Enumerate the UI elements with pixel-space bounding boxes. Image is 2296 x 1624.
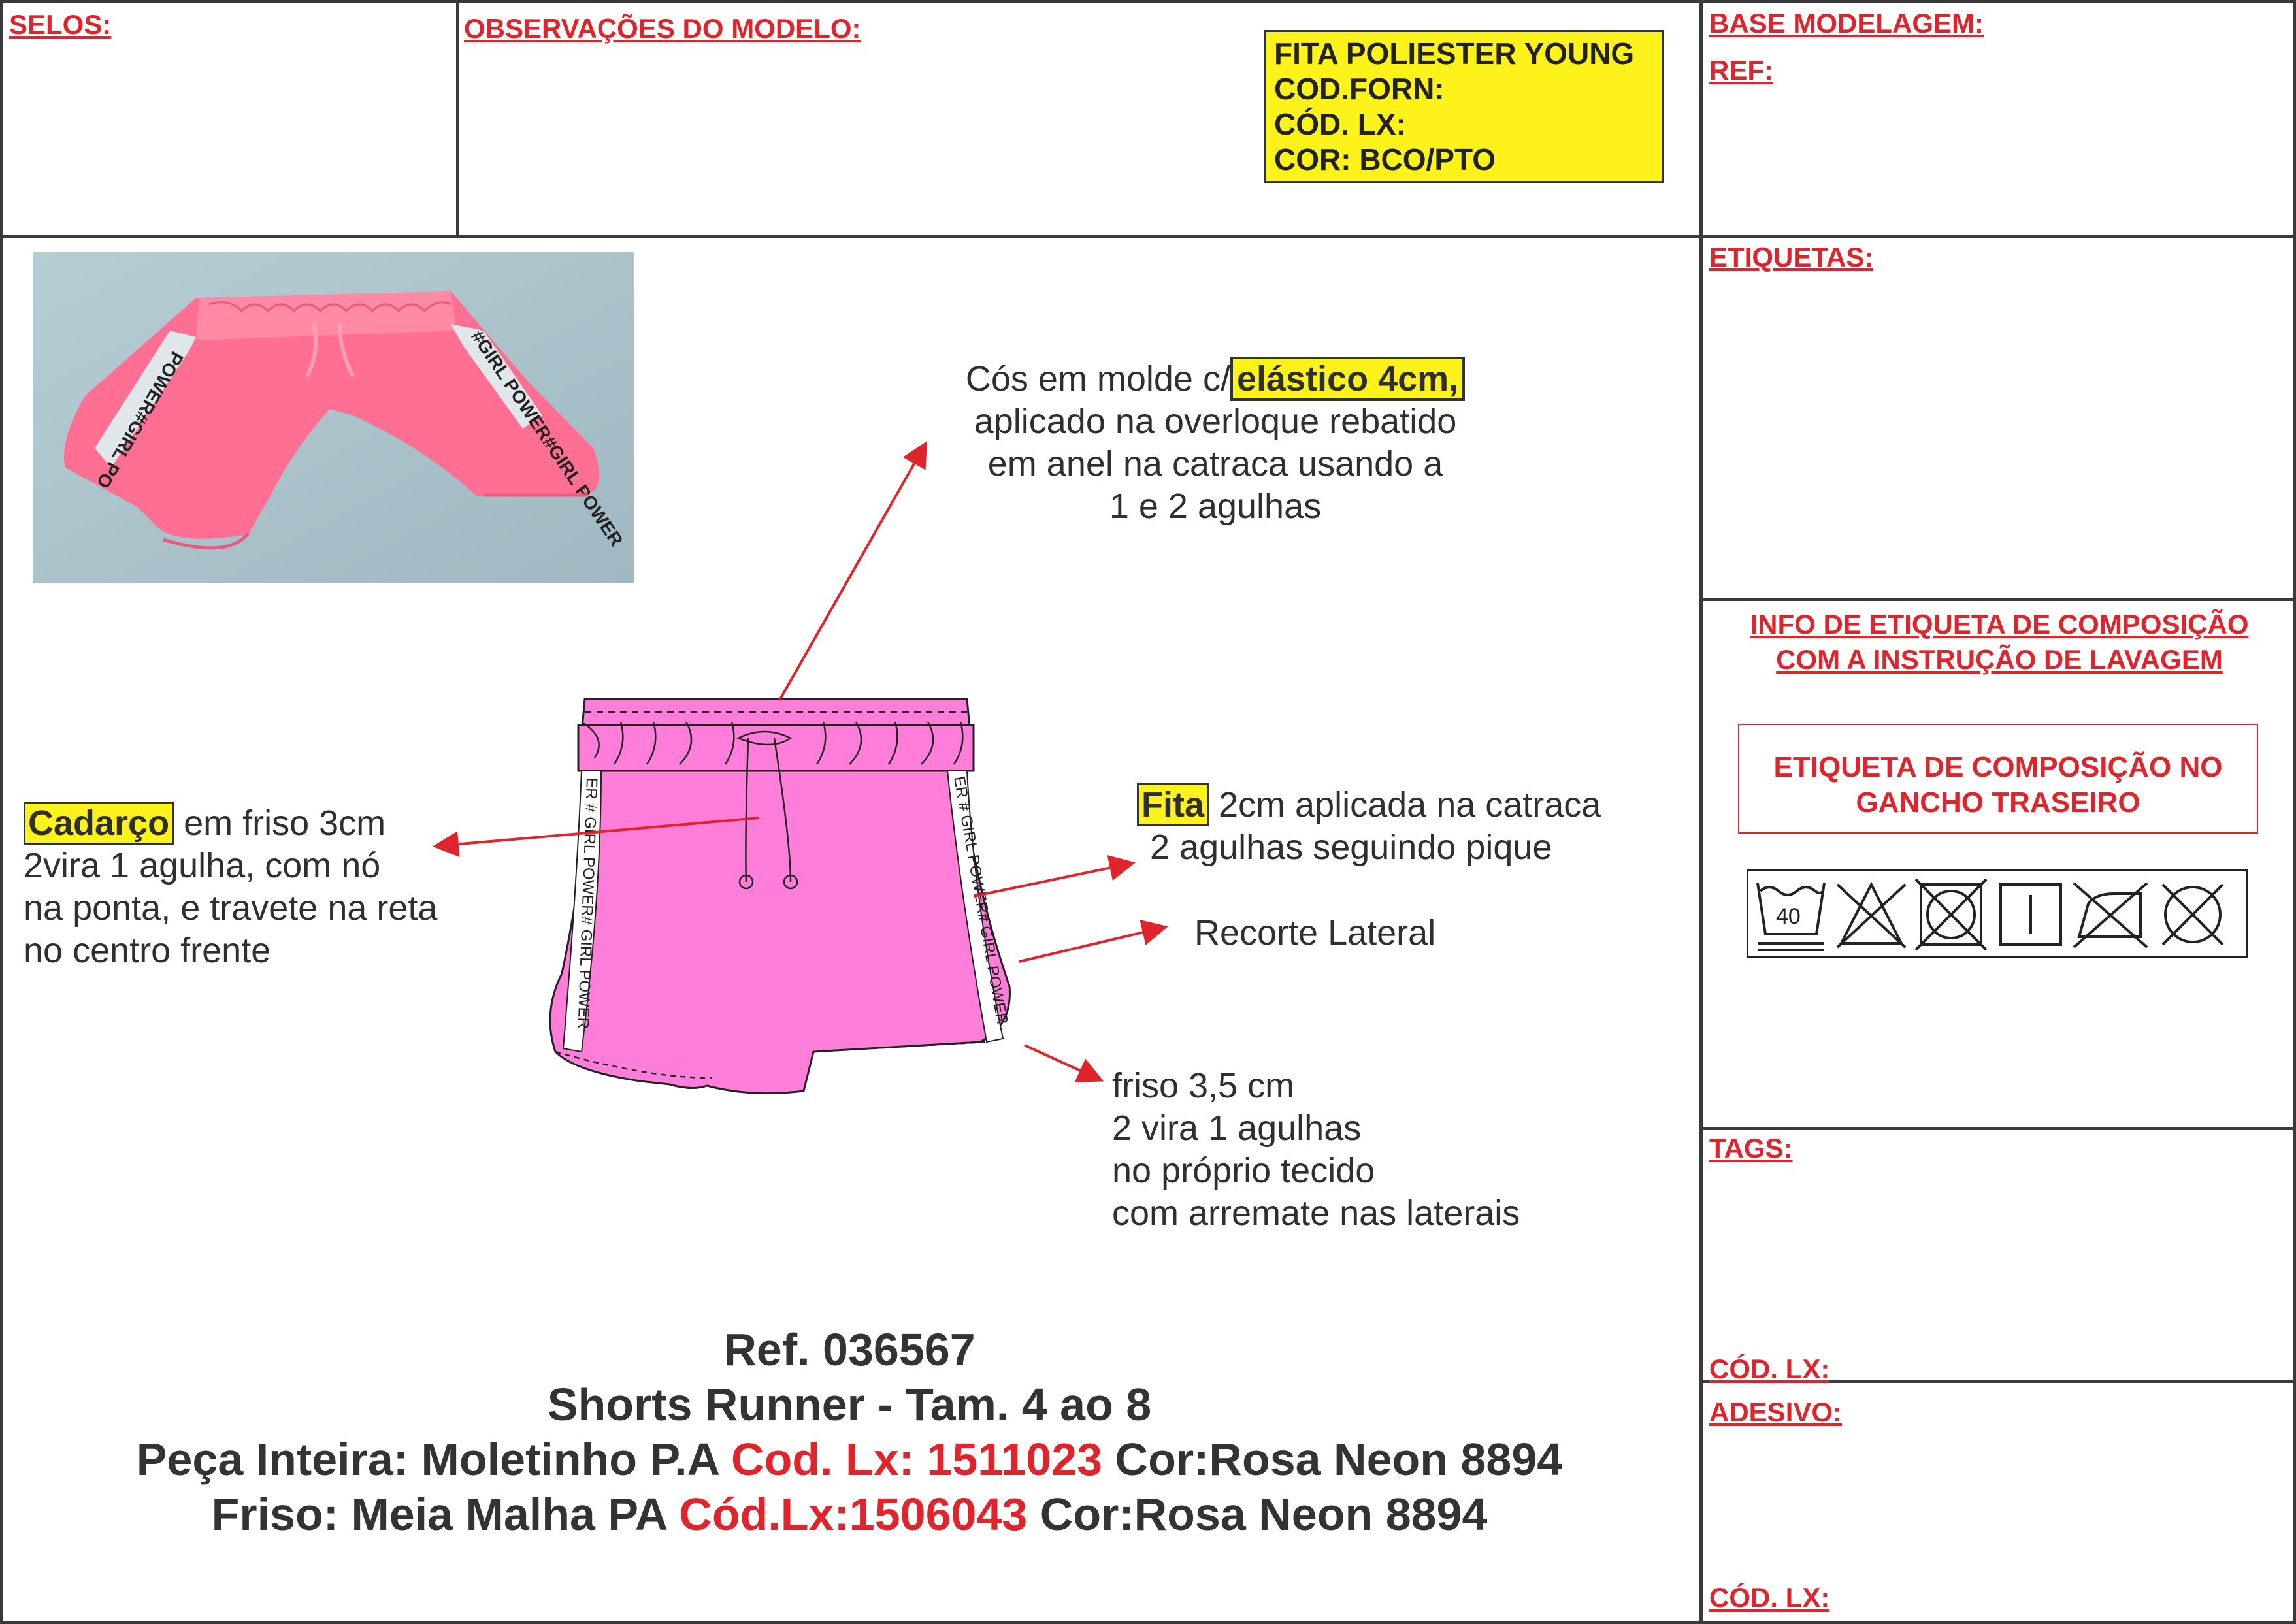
dry-clean-crossed-icon xyxy=(2163,885,2223,945)
photo-tape-text-left: POWER#GIRL PO xyxy=(92,348,188,492)
footer-peca-code: Cod. Lx: 1511023 xyxy=(731,1434,1103,1485)
cadarco-line1 xyxy=(24,802,481,845)
footer-friso-color: Cor:Rosa Neon 8894 xyxy=(1027,1489,1488,1540)
etiqueta-gancho-line2: GANCHO TRASEIRO xyxy=(1856,787,2140,819)
fita-info-line4: COR: BCO/PTO xyxy=(1274,142,1496,176)
footer-peca xyxy=(0,1432,1699,1487)
footer-ref: Ref. 036567 xyxy=(723,1324,976,1375)
cod-lx-label-1: CÓD. LX: xyxy=(1709,1354,1830,1384)
cos-highlight: elástico 4cm, xyxy=(1230,357,1465,401)
line-dry-icon xyxy=(2001,885,2061,945)
fita-highlight: Fita xyxy=(1137,783,1209,826)
fita-info-line1: FITA POLIESTER YOUNG xyxy=(1274,37,1635,71)
cadarco-highlight: Cadarço xyxy=(24,802,174,845)
tumble-dry-crossed-icon xyxy=(1916,879,1986,950)
wash-40-icon xyxy=(1758,883,1824,950)
footer-friso xyxy=(0,1487,1699,1542)
bleach-crossed-icon xyxy=(1837,885,1905,947)
arrow-fita xyxy=(974,864,1130,896)
etiquetas-label: ETIQUETAS: xyxy=(1709,242,1874,272)
fita-line2: 2 agulhas seguindo pique xyxy=(1150,828,1552,867)
cos-annotation xyxy=(921,358,1509,528)
cos-pre: Cós em molde c/ xyxy=(965,359,1230,398)
footer-model: Shorts Runner - Tam. 4 ao 8 xyxy=(547,1379,1152,1430)
footer-friso-code: Cód.Lx:1506043 xyxy=(679,1489,1028,1540)
friso-line4: com arremate nas laterais xyxy=(1112,1194,1520,1233)
arrow-cadarco xyxy=(438,818,759,846)
svg-text:40: 40 xyxy=(1776,904,1801,929)
fita-line1-rest: 2cm aplicada na catraca xyxy=(1209,785,1601,824)
fita-info-line2: COD.FORN: xyxy=(1274,72,1445,106)
fita-line1 xyxy=(1137,784,1673,826)
friso-annotation xyxy=(1112,1065,1648,1235)
cos-line2: aplicado na overloque rebatido xyxy=(974,402,1457,441)
care-symbols-panel xyxy=(1747,869,2248,958)
right-divider-2 xyxy=(1699,598,2296,601)
footer-block xyxy=(0,1322,1699,1542)
cadarco-line4: no centro frente xyxy=(24,931,271,970)
footer-peca-color: Cor:Rosa Neon 8894 xyxy=(1102,1434,1563,1485)
cos-line3: em anel na catraca usando a xyxy=(987,444,1443,483)
arrow-cos xyxy=(779,446,925,700)
cod-lx-label-2: CÓD. LX: xyxy=(1709,1582,1830,1613)
cadarco-line3: na ponta, e travete na reta xyxy=(24,888,438,928)
friso-line1: friso 3,5 cm xyxy=(1112,1066,1295,1105)
iron-crossed-icon xyxy=(2074,883,2147,947)
friso-line3: no próprio tecido xyxy=(1112,1151,1375,1190)
cadarco-annotation xyxy=(24,802,481,972)
tags-label: TAGS: xyxy=(1709,1133,1793,1163)
footer-friso-a: Friso: Meia Malha PA xyxy=(211,1489,680,1540)
right-divider-1 xyxy=(1699,235,2296,238)
etiqueta-gancho-box xyxy=(1738,724,2258,834)
ref-label: REF: xyxy=(1709,55,1773,86)
arrow-friso xyxy=(1025,1045,1099,1079)
cadarco-line2: 2vira 1 agulha, com nó xyxy=(24,846,381,885)
adesivo-label: ADESIVO: xyxy=(1709,1397,1843,1427)
right-divider-3 xyxy=(1699,1127,2296,1130)
sketch-tape-text-right: ER # GIRL POWER# GIRL POWER xyxy=(950,775,1011,1026)
observacoes-label: OBSERVAÇÕES DO MODELO: xyxy=(464,13,861,44)
selos-label: SELOS: xyxy=(9,9,112,40)
info-composicao-line1: INFO DE ETIQUETA DE COMPOSIÇÃO xyxy=(1750,609,2249,640)
sketch-tape-text-left: ER # GIRL POWER# GIRL POWER xyxy=(574,777,600,1030)
etiqueta-gancho-line1: ETIQUETA DE COMPOSIÇÃO NO xyxy=(1773,751,2223,783)
friso-line2: 2 vira 1 agulhas xyxy=(1112,1109,1362,1148)
fita-annotation xyxy=(1137,784,1673,869)
cos-line1 xyxy=(921,358,1509,400)
base-modelagem-label: BASE MODELAGEM: xyxy=(1709,8,1984,39)
fita-info-line3: CÓD. LX: xyxy=(1274,107,1406,141)
footer-peca-a: Peça Inteira: Moletinho P.A xyxy=(136,1434,732,1485)
arrow-recorte xyxy=(1019,928,1163,962)
photo-tape-text-right: #GIRL POWER#GIRL POWER xyxy=(467,327,627,550)
recorte-annotation: Recorte Lateral xyxy=(1194,913,1436,952)
cadarco-line1-rest: em friso 3cm xyxy=(174,804,386,843)
cos-line4: 1 e 2 agulhas xyxy=(1109,487,1322,526)
info-composicao-line2: COM A INSTRUÇÃO DE LAVAGEM xyxy=(1776,644,2223,675)
